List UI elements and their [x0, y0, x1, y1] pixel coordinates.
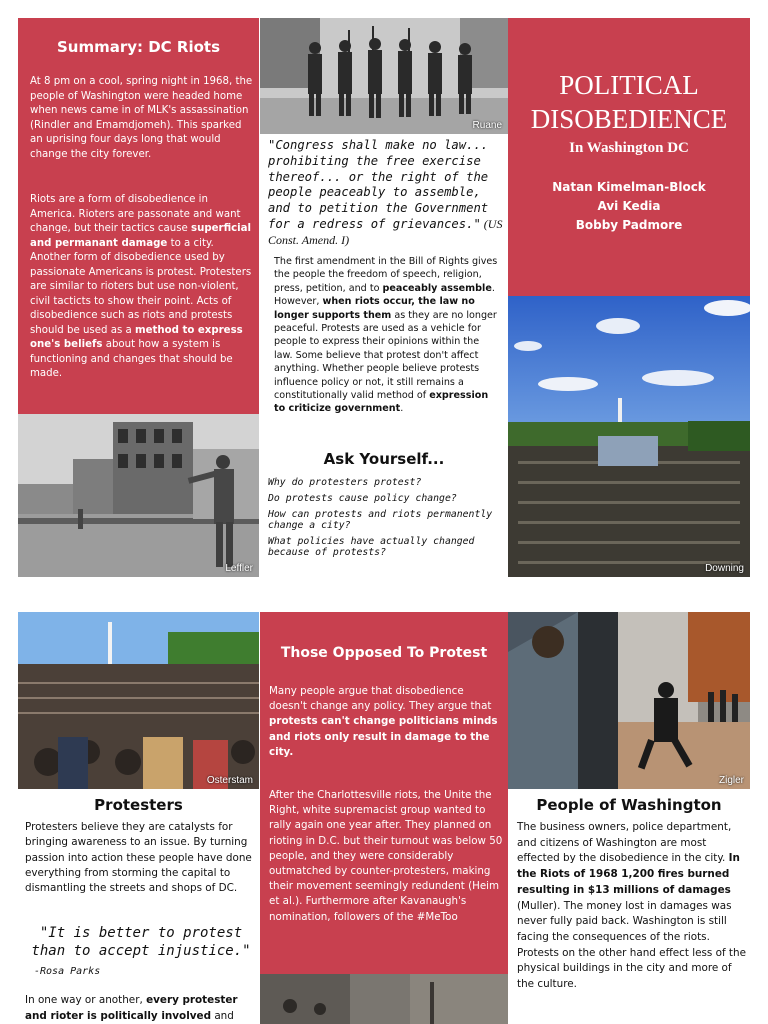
ask-question: How can protests and riots permanently change a city? — [268, 509, 493, 531]
riot-aftermath-image — [18, 414, 259, 577]
protesters-title: Protesters — [94, 796, 183, 814]
street-scene-photo — [260, 974, 508, 1024]
photo-credit-osterstam: Osterstam — [206, 775, 253, 786]
soldiers-march-photo — [260, 18, 508, 134]
opposed-panel — [260, 612, 508, 974]
cover-author: Natan Kimelman-Block — [552, 180, 706, 194]
amendment-paragraph: The first amendment in the Bill of Rights gives the people the freedom of speech, religion, press, petition, and to peaceably assemble. However, when riots occur, the law no longer supports them as they are no longer peaceful. Protests are used as a vehicle for people to express their opinions within the law. Some believe that protest don't affect anything. Whether people believe protests influence policy or not, it still remains a constitutionally valid method of expression to criticize government. — [274, 256, 498, 415]
cover-subtitle: In Washington DC — [569, 140, 689, 156]
broken-window-photo — [508, 612, 750, 789]
protest-crowd-photo — [18, 612, 259, 789]
summary-paragraph-1: At 8 pm on a cool, spring night in 1968, the people of Washington were headed home when news came in of MLK's assassination (Rindler and Emamdjomeh). This sparked an uprising four days long that would change the city forever. — [30, 76, 253, 160]
ask-question: Do protests cause policy change? — [268, 493, 457, 504]
cover-author: Avi Kedia — [597, 199, 661, 213]
ask-question: What policies have actually changed because of protests? — [268, 536, 475, 558]
protesters-closing: In one way or another, every protester and rioter is politically involved and — [25, 994, 238, 1022]
rosa-parks-quote: "It is better to protest than to accept injustice." — [31, 925, 251, 959]
summary-title: Summary: DC Riots — [56, 38, 221, 56]
photo-credit-leffler: Leffler — [225, 563, 253, 574]
broken-window-image — [508, 612, 750, 789]
opposed-title: Those Opposed To Protest — [280, 645, 488, 661]
national-mall-crowd-photo — [508, 296, 750, 577]
photo-credit-ruane: Ruane — [472, 120, 502, 131]
cover-author: Bobby Padmore — [575, 218, 683, 232]
people-body: The business owners, police department, and citizens of Washington are most effected by the disobedience in the city. In the Riots of 1968 1,200 fires burned resulting in $13 millions of damages (Muller). The money lost in damages was never fully paid back. Washington is still facing the consequences of the riots. Protests on the other hand effect less of the physical buildings in the city and more of the culture. — [517, 821, 746, 991]
cover-title-line1: POLITICAL — [559, 70, 699, 100]
cover-title-line2: DISOBEDIENCE — [530, 104, 728, 134]
ask-question: Why do protesters protest? — [268, 477, 422, 488]
summary-paragraph-2: Riots are a form of disobedience in America. Rioters are passonate and want change, but their tactics cause superficial and permanant damage to a city. Another form of disobedience used by passionate Americans is protest. Protesters are similar to rioters but use non-violent, civil tacticts to show their point. Acts of disobedience such as riots and protests should be used as a method to express one's beliefs about how a system is functioning and changes that should be made. — [30, 194, 252, 379]
ask-yourself-list — [268, 477, 506, 558]
street-scene-image — [260, 974, 508, 1024]
photo-credit-zigler: Zigler — [718, 775, 744, 786]
protest-crowd-image — [18, 612, 259, 789]
riot-aftermath-photo — [18, 414, 259, 577]
soldiers-march-image — [260, 18, 508, 134]
summary-panel — [18, 18, 259, 414]
protesters-body: Protesters believe they are catalysts for bringing awareness to an issue. By turning passion into action these people have done everything from storming the capital to dismantling the streets and shops of DC. — [25, 821, 252, 895]
first-amendment-quote: "Congress shall make no law... prohibiting the free exercise thereof... or the right of the people peaceably to assemble, and to petition the Government for a redress of grievances." (US Const. Amend. I) — [268, 138, 503, 247]
ask-yourself-title: Ask Yourself... — [323, 450, 445, 468]
photo-credit-downing: Downing — [705, 563, 744, 574]
opposed-paragraph-1: Many people argue that disobedience doesn't change any policy. They argue that protests can't change politicians minds and riots only result in damage to the city. — [269, 685, 498, 758]
people-title: People of Washington — [536, 796, 722, 814]
national-mall-crowd-image — [508, 296, 750, 577]
cover-panel — [508, 18, 750, 296]
opposed-paragraph-2: After the Charlottesville riots, the Unite the Right, white supremacist group wanted to rally again one year after. They planned on rioting in D.C. but their turnout was below 50 people, and they were considerably outmatched by counter-protesters, making their movement seemingly redundent (Heim et al.). Furthermore after Kavanaugh's nomination, followers of the #MeToo — [269, 789, 503, 923]
rosa-parks-attribution: -Rosa Parks — [34, 966, 101, 977]
